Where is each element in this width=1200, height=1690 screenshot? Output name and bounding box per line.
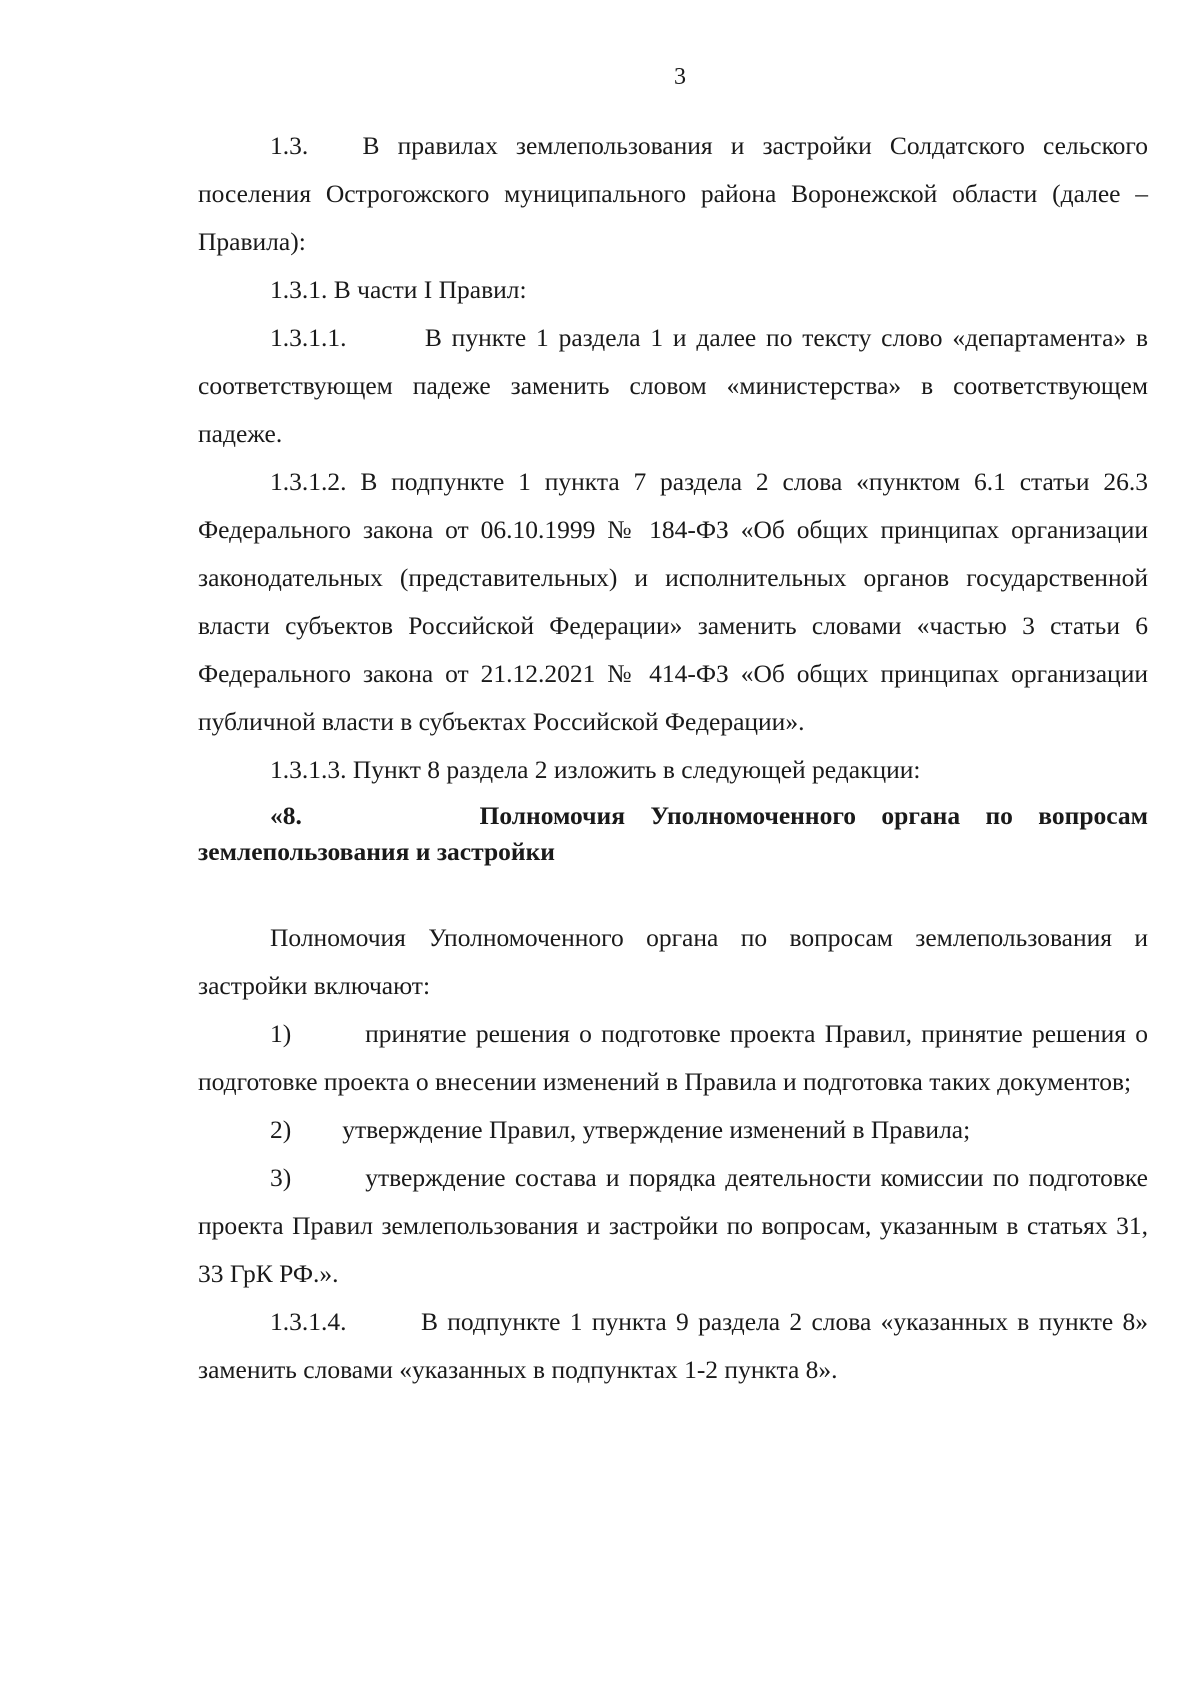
paragraph-1-3-1: 1.3.1. В части I Правил: xyxy=(270,275,527,304)
paragraph-powers-intro: Полномочия Уполномоченного органа по вопросам землепользования и застройки включают: xyxy=(198,923,1148,1000)
document-body xyxy=(198,122,1148,1394)
paragraph-1-3: 1.3. В правилах землепользования и застройки Солдатского сельского поселения Острогожского муниципального района Воронежской области (далее – Правила): xyxy=(198,131,1148,256)
paragraph-1-3-1-4: 1.3.1.4. В подпункте 1 пункта 9 раздела 2 слова «указанных в пункте 8» заменить словами «указанных в подпунктах 1-2 пункта 8». xyxy=(198,1307,1148,1384)
section-heading-8: «8. Полномочия Уполномоченного органа по вопросам землепользования и застройки xyxy=(198,801,1148,866)
list-item-2: 2) утверждение Правил, утверждение изменений в Правила; xyxy=(270,1115,971,1144)
list-item-3: 3) утверждение состава и порядка деятельности комиссии по подготовке проекта Правил землепользования и застройки по вопросам, указанным в статьях 31, 33 ГрК РФ.». xyxy=(198,1163,1148,1288)
paragraph-1-3-1-1: 1.3.1.1. В пункте 1 раздела 1 и далее по тексту слово «департамента» в соответствующем падеже заменить словом «министерства» в соответствующем падеже. xyxy=(198,323,1148,448)
list-item-1: 1) принятие решения о подготовке проекта Правил, принятие решения о подготовке проекта о внесении изменений в Правила и подготовка таких документов; xyxy=(198,1019,1148,1096)
page-number: 3 xyxy=(674,64,686,90)
paragraph-1-3-1-2: 1.3.1.2. В подпункте 1 пункта 7 раздела 2 слова «пунктом 6.1 статьи 26.3 Федерального закона от 06.10.1999 № 184-ФЗ «Об общих принципах организации законодательных (представительных) и исполнительных органов государственной власти субъектов Российской Федерации» заменить словами «частью 3 статьи 6 Федерального закона от 21.12.2021 № 414-ФЗ «Об общих принципах организации публичной власти в субъектах Российской Федерации». xyxy=(198,467,1148,736)
paragraph-1-3-1-3: 1.3.1.3. Пункт 8 раздела 2 изложить в следующей редакции: xyxy=(270,755,921,784)
